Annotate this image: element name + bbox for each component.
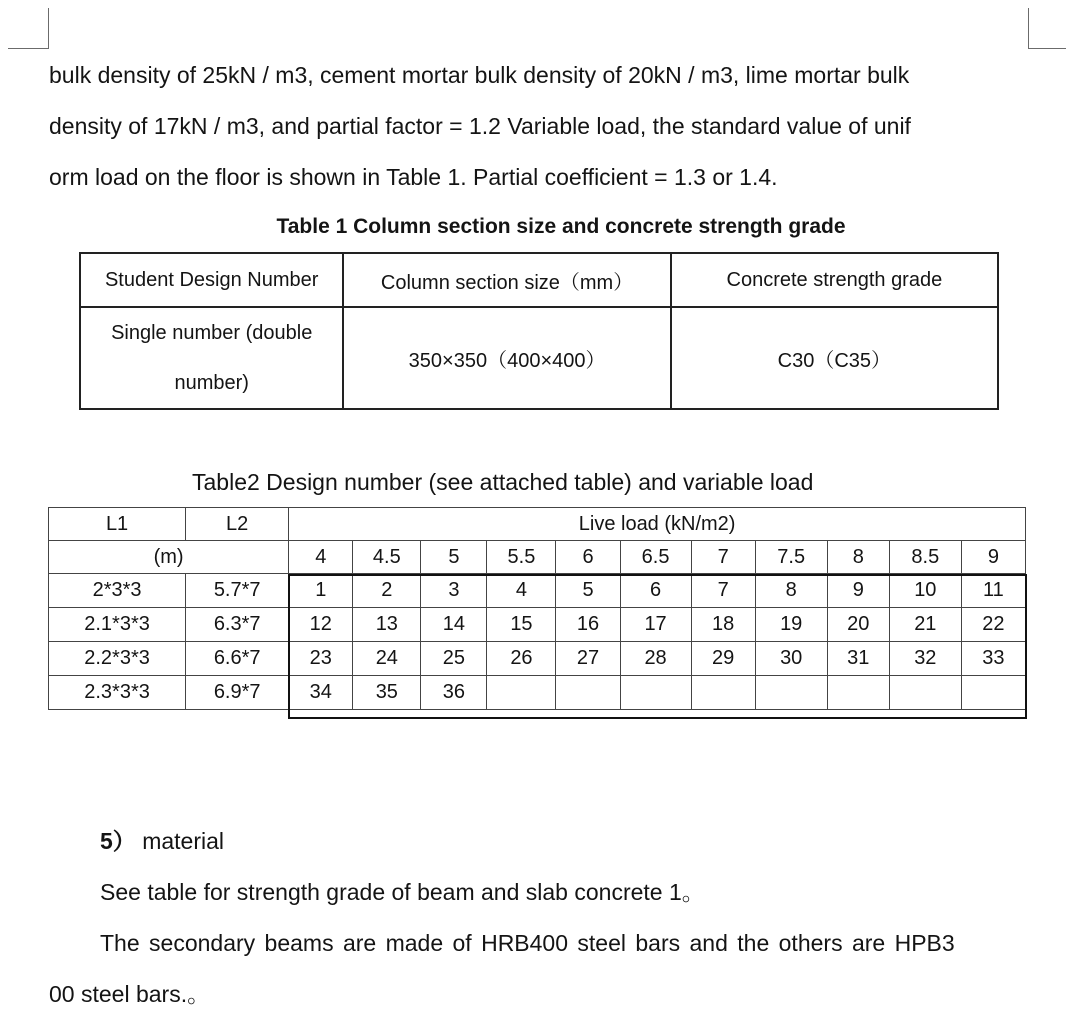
l1-cell: 2*3*3 — [49, 574, 186, 608]
page-corner-mark-top-right — [1028, 8, 1066, 49]
design-number-cell — [827, 676, 889, 710]
design-number-cell — [961, 676, 1025, 710]
load-value: 6.5 — [620, 541, 691, 574]
section-heading — [100, 826, 224, 856]
design-number-cell: 8 — [755, 574, 827, 608]
table-row — [49, 608, 1026, 642]
load-value: 6 — [556, 541, 620, 574]
load-value: 5.5 — [487, 541, 556, 574]
load-value: 8.5 — [889, 541, 961, 574]
l2-cell: 5.7*7 — [186, 574, 289, 608]
table-header-row — [80, 253, 998, 307]
design-number-cell: 34 — [289, 676, 353, 710]
table2-caption: Table2 Design number (see attached table) and variable load — [192, 469, 814, 495]
design-number-cell: 15 — [487, 608, 556, 642]
table-row — [49, 642, 1026, 676]
intro-line-1: bulk density of 25kN / m3, cement mortar bulk density of 20kN / m3, lime mortar bulk — [49, 62, 910, 88]
paragraph-concrete-grade: See table for strength grade of beam and slab concrete 1。 — [100, 879, 705, 905]
load-values-row — [49, 541, 1026, 574]
design-number-cell: 17 — [620, 608, 691, 642]
live-load-header: Live load (kN/m2) — [289, 508, 1026, 541]
load-value: 5 — [421, 541, 487, 574]
design-number-cell: 10 — [889, 574, 961, 608]
design-number-cell: 16 — [556, 608, 620, 642]
load-value: 4 — [289, 541, 353, 574]
design-number-cell: 2 — [353, 574, 421, 608]
design-number-cell: 23 — [289, 642, 353, 676]
design-number-cell — [755, 676, 827, 710]
design-number-cell: 22 — [961, 608, 1025, 642]
design-number-cell: 25 — [421, 642, 487, 676]
section-number: 5） — [100, 828, 136, 854]
column-section-table — [79, 252, 999, 410]
design-number-cell — [691, 676, 755, 710]
design-number-cell — [487, 676, 556, 710]
design-number-cell — [620, 676, 691, 710]
design-number-cell — [889, 676, 961, 710]
page-corner-mark-top-left — [8, 8, 49, 49]
design-number-cell: 36 — [421, 676, 487, 710]
design-number-cell: 21 — [889, 608, 961, 642]
design-number-cell: 19 — [755, 608, 827, 642]
design-number-cell — [556, 676, 620, 710]
design-number-cell: 30 — [755, 642, 827, 676]
unit-label: (m) — [49, 541, 289, 574]
design-number-cell: 18 — [691, 608, 755, 642]
design-number-cell: 28 — [620, 642, 691, 676]
design-number-cell: 3 — [421, 574, 487, 608]
table-header-cell: Concrete strength grade — [671, 253, 998, 307]
design-number-cell: 4 — [487, 574, 556, 608]
load-value: 7 — [691, 541, 755, 574]
load-value: 8 — [827, 541, 889, 574]
design-number-cell: 33 — [961, 642, 1025, 676]
design-number-cell: 32 — [889, 642, 961, 676]
load-value: 9 — [961, 541, 1025, 574]
table-row — [80, 307, 998, 409]
l1-cell: 2.2*3*3 — [49, 642, 186, 676]
design-number-cell: 1 — [289, 574, 353, 608]
table-row — [49, 574, 1026, 608]
design-number-cell: 29 — [691, 642, 755, 676]
design-number-cell: 20 — [827, 608, 889, 642]
design-number-cell: 6 — [620, 574, 691, 608]
design-number-cell: 14 — [421, 608, 487, 642]
paragraph-steel-bars: The secondary beams are made of HRB400 steel bars and the others are HPB3 — [100, 930, 955, 956]
load-value: 4.5 — [353, 541, 421, 574]
design-number-cell: 5 — [556, 574, 620, 608]
section-title: material — [142, 828, 224, 854]
design-number-cell: 27 — [556, 642, 620, 676]
design-number-cell: 7 — [691, 574, 755, 608]
design-number-cell: 13 — [353, 608, 421, 642]
l2-cell: 6.3*7 — [186, 608, 289, 642]
design-number-cell: 24 — [353, 642, 421, 676]
intro-line-2: density of 17kN / m3, and partial factor = 1.2 Variable load, the standard value of unif — [49, 113, 911, 139]
l1-header: L1 — [49, 508, 186, 541]
l2-header: L2 — [186, 508, 289, 541]
intro-line-3: orm load on the floor is shown in Table 1. Partial coefficient = 1.3 or 1.4. — [49, 164, 778, 190]
load-value: 7.5 — [755, 541, 827, 574]
design-number-cell: 35 — [353, 676, 421, 710]
l1-cell: 2.1*3*3 — [49, 608, 186, 642]
table-header-row — [49, 508, 1026, 541]
l1-cell: 2.3*3*3 — [49, 676, 186, 710]
table-header-cell: Student Design Number — [80, 253, 343, 307]
design-number-cell: 26 — [487, 642, 556, 676]
l2-cell: 6.9*7 — [186, 676, 289, 710]
design-number-cell: 12 — [289, 608, 353, 642]
design-number-table — [48, 507, 1026, 710]
design-number-cell: 11 — [961, 574, 1025, 608]
design-number-cell: 31 — [827, 642, 889, 676]
table-header-cell: Column section size（mm） — [343, 253, 670, 307]
table-cell: 350×350（400×400） — [343, 307, 670, 409]
table-row — [49, 676, 1026, 710]
l2-cell: 6.6*7 — [186, 642, 289, 676]
table-cell: Single number (double number) — [80, 307, 343, 409]
table-cell: C30（C35） — [671, 307, 998, 409]
table1-caption: Table 1 Column section size and concrete strength grade — [276, 215, 846, 238]
design-number-cell: 9 — [827, 574, 889, 608]
paragraph-steel-bars-continued: 00 steel bars.。 — [49, 981, 211, 1007]
